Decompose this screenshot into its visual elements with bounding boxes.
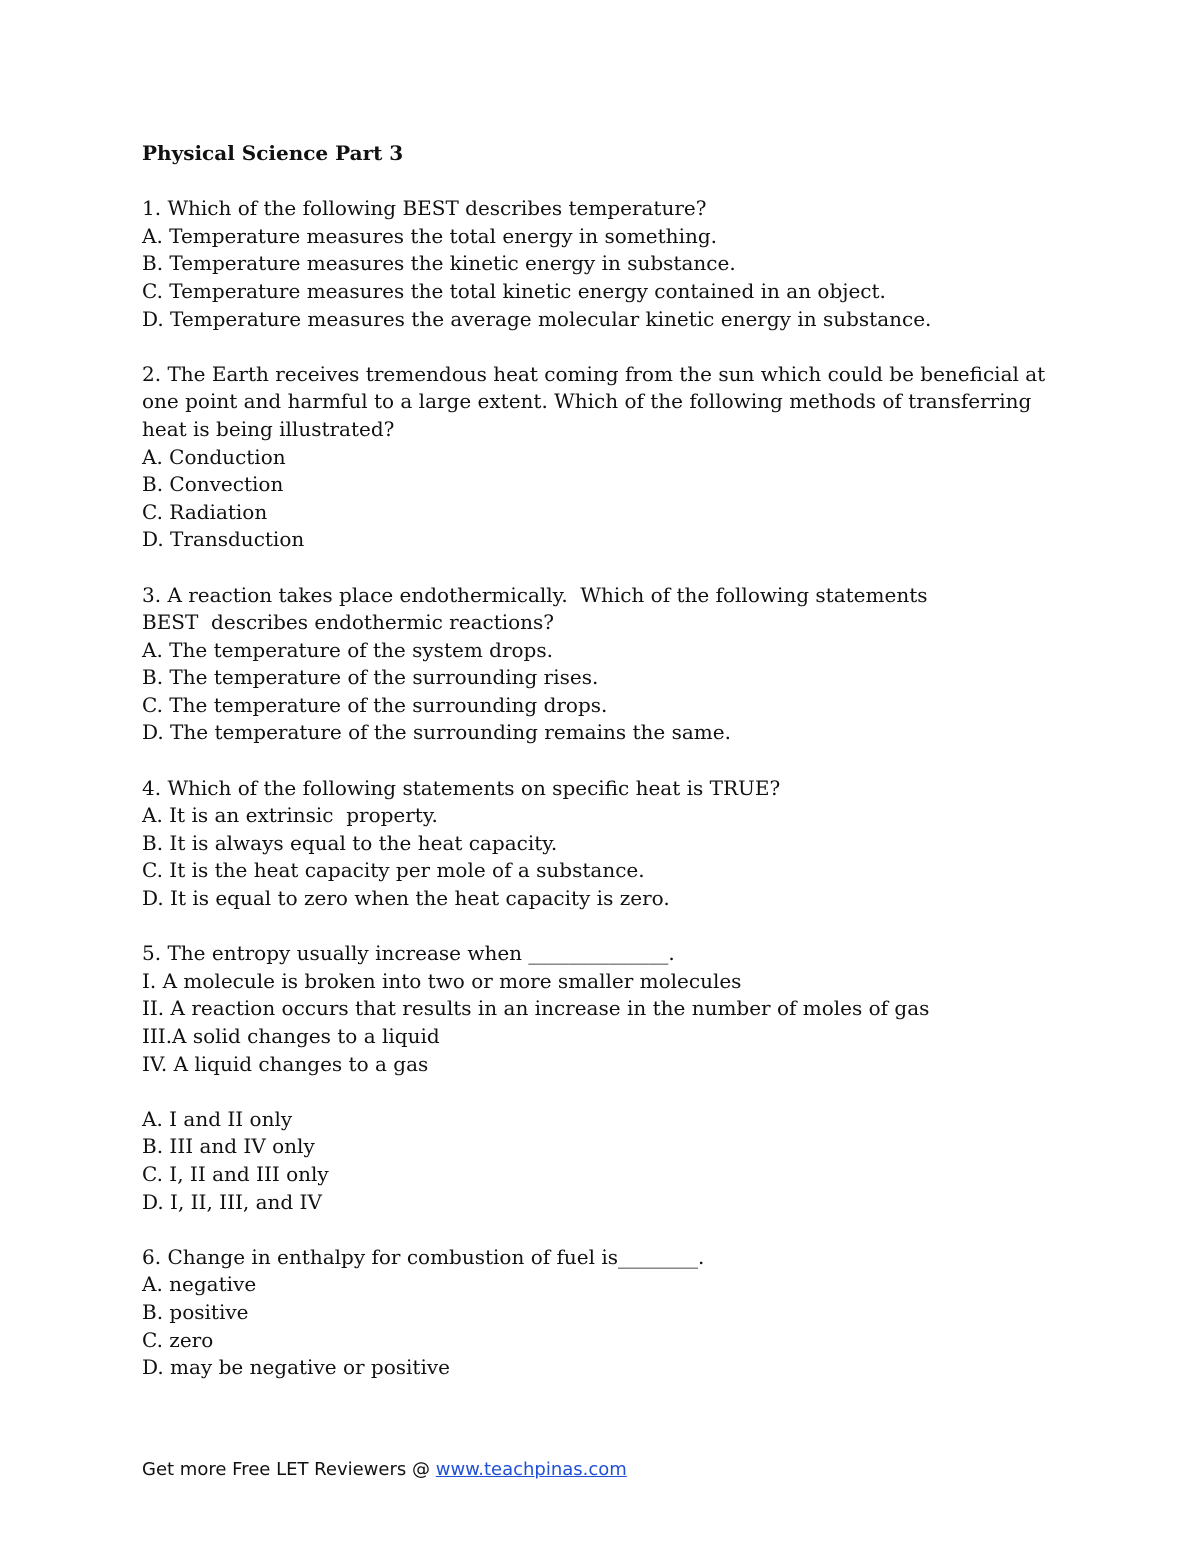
answer-option: D. The temperature of the surrounding remains the same. (142, 720, 731, 745)
question-stem: 3. A reaction takes place endothermically. Which of the following statements (142, 582, 928, 607)
answer-option: C. The temperature of the surrounding drops. (142, 692, 608, 717)
question-stem-line: one point and harmful to a large extent. Which of the following methods of transferring (142, 389, 1032, 414)
question-stem-line: I. A molecule is broken into two or more smaller molecules (142, 968, 742, 993)
footer-text: Get more Free LET Reviewers @ (142, 1459, 436, 1480)
document-body (142, 140, 1072, 1382)
question-stem: 1. Which of the following BEST describes temperature? (142, 196, 707, 221)
question-stem: 4. Which of the following statements on specific heat is TRUE? (142, 775, 781, 800)
answer-option: B. positive (142, 1299, 249, 1324)
answer-option: B. Temperature measures the kinetic energy in substance. (142, 251, 736, 276)
answer-option: B. The temperature of the surrounding rises. (142, 665, 599, 690)
answer-option: D. may be negative or positive (142, 1355, 450, 1380)
answer-option: B. III and IV only (142, 1134, 315, 1159)
answer-options (142, 1271, 1072, 1381)
answer-option: D. It is equal to zero when the heat capacity is zero. (142, 886, 670, 911)
answer-option: C. It is the heat capacity per mole of a substance. (142, 858, 645, 883)
question-stem: 5. The entropy usually increase when ______________. (142, 941, 675, 966)
document-title: Physical Science Part 3 (142, 141, 404, 165)
question-2 (142, 361, 1072, 554)
answer-options (142, 223, 1072, 333)
question-5 (142, 940, 1072, 1216)
question-1 (142, 195, 1072, 333)
question-stem-line: III.A solid changes to a liquid (142, 1024, 440, 1048)
answer-option: A. It is an extrinsic property. (142, 803, 438, 828)
answer-option: D. Transduction (142, 527, 305, 552)
answer-option: B. It is always equal to the heat capacity. (142, 830, 558, 855)
question-stem-line: IV. A liquid changes to a gas (142, 1051, 429, 1076)
answer-options (142, 1106, 1072, 1216)
answer-option: D. I, II, III, and IV (142, 1189, 322, 1214)
answer-option: A. I and II only (142, 1106, 293, 1131)
answer-option: C. Temperature measures the total kinetic energy contained in an object. (142, 278, 886, 303)
answer-option: A. Temperature measures the total energy in something. (142, 223, 717, 248)
answer-options (142, 637, 1072, 747)
answer-option: C. zero (142, 1327, 214, 1352)
question-list (142, 195, 1072, 1382)
footer-link[interactable]: www.teachpinas.com (435, 1459, 627, 1480)
answer-option: D. Temperature measures the average molecular kinetic energy in substance. (142, 306, 932, 331)
question-stem: 2. The Earth receives tremendous heat coming from the sun which could be beneficial at (142, 361, 1046, 386)
question-stem-line: BEST describes endothermic reactions? (142, 610, 555, 635)
question-stem-line: heat is being illustrated? (142, 416, 395, 441)
answer-option: C. I, II and III only (142, 1161, 329, 1186)
question-3 (142, 582, 1072, 748)
question-6 (142, 1244, 1072, 1382)
answer-options (142, 444, 1072, 554)
question-4 (142, 775, 1072, 913)
answer-options (142, 802, 1072, 912)
answer-option: A. Conduction (142, 444, 286, 469)
footer (142, 1459, 627, 1480)
answer-option: A. negative (142, 1272, 257, 1297)
answer-option: C. Radiation (142, 499, 268, 524)
question-stem: 6. Change in enthalpy for combustion of fuel is________. (142, 1244, 705, 1269)
answer-option: B. Convection (142, 472, 284, 497)
answer-option: A. The temperature of the system drops. (142, 637, 553, 662)
question-stem-line: II. A reaction occurs that results in an increase in the number of moles of gas (142, 996, 930, 1021)
